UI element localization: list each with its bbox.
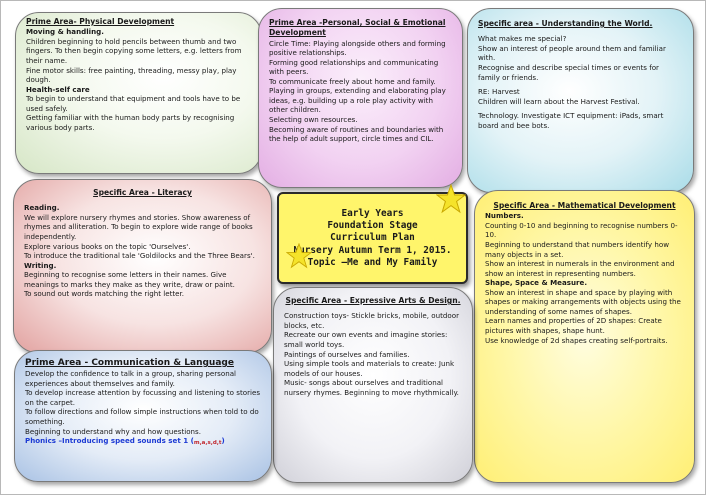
understanding-world-box — [467, 8, 694, 193]
title-early-years: Early Years — [341, 208, 404, 219]
pse-title: Prime Area -Personal, Social & Emotional Development — [269, 18, 446, 38]
literacy-title: Specific Area - Literacy — [93, 188, 192, 197]
star-icon — [286, 243, 312, 269]
math-line: Show an interest in numerals in the environment and show an interest in representing numbers. — [485, 259, 675, 278]
world-tech-text: Technology. Investigate ICT equipment: iPads, smart board and bee bots. — [478, 111, 664, 130]
expressive-line: Construction toys- Stickle bricks, mobile, outdoor blocks, etc. — [284, 311, 459, 330]
literacy-line: To introduce the traditional tale 'Goldilocks and the Three Bears'. — [24, 251, 255, 261]
pse-line: To communicate freely about home and family. — [269, 76, 436, 86]
title-curriculum-plan: Curriculum Plan — [330, 232, 415, 244]
world-line: Recognise and describe special times or events for family or friends. — [478, 62, 659, 82]
phonics-text: Phonics –Introducing speed sounds set 1 ( — [25, 436, 194, 446]
world-line: Show an interest of people around them and familiar with. — [478, 43, 666, 63]
literacy-line: To sound out words matching the right letter. — [24, 289, 185, 299]
pse-line: Becoming aware of routines and boundaries with the help of adult support, circle times and CIL. — [269, 124, 444, 144]
title-foundation-stage: Foundation Stage — [327, 220, 418, 232]
phonics-close: ) — [221, 436, 225, 446]
star-icon-shape — [437, 185, 465, 212]
world-re-label: RE: Harvest — [478, 87, 520, 97]
pse-line: Playing in groups, extending and elaborating play ideas, e.g. building up a role play activity with other children. — [269, 86, 446, 115]
physical-line: Fine motor skills: free painting, threading, messy play, play dough. — [26, 65, 237, 85]
title-topic: Topic –Me and My Family — [307, 256, 438, 268]
physical-development-box — [15, 12, 262, 174]
literacy-reading-label: Reading. — [24, 203, 60, 213]
communication-line: Develop the confidence to talk in a group, sharing personal experiences about themselves and family. — [25, 369, 237, 388]
physical-line: To begin to understand that equipment and tools have to be used safely. — [26, 94, 241, 113]
communication-title: Prime Area - Communication & Language — [25, 358, 234, 368]
literacy-line: Explore various books on the topic 'Ourselves'. — [24, 241, 191, 251]
star-icon — [436, 184, 466, 214]
physical-subheading-health: Health-self care — [26, 84, 90, 94]
star-icon-shape — [287, 244, 311, 267]
literacy-box — [13, 179, 272, 353]
pse-line: Circle Time: Playing alongside others and forming positive relationships. — [269, 38, 446, 58]
expressive-line: Using simple tools and materials to create: Junk models of our houses. — [284, 359, 455, 378]
communication-line: Beginning to understand why and how questions. — [25, 426, 201, 436]
world-title: Specific area - Understanding the World. — [478, 19, 653, 28]
physical-subheading: Moving & handling. — [26, 27, 104, 37]
physical-title: Prime Area- Physical Development — [26, 17, 175, 26]
math-shape-label: Shape, Space & Measure. — [485, 278, 588, 288]
world-line: What makes me special? — [478, 34, 567, 44]
math-line: Learn names and properties of 2D shapes: Create pictures with shapes, shape hunt. — [485, 316, 662, 335]
communication-line: To develop increase attention by focussing and listening to stories on the carpet. — [25, 388, 261, 407]
communication-line: To follow directions and follow simple instructions when told to do something. — [25, 407, 259, 426]
pse-line: Selecting own resources. — [269, 115, 358, 124]
literacy-line: We will explore nursery rhymes and stories. Show awareness of rhymes and alliteration. To begin to explore wide range of books independently. — [24, 212, 253, 241]
communication-language-box — [14, 350, 272, 482]
title-term: Nursery Autumn Term 1, 2015. — [293, 244, 452, 256]
math-line: Counting 0-10 and beginning to recognise numbers 0-10. — [485, 220, 678, 240]
literacy-writing-label: Writing. — [24, 260, 57, 270]
mathematical-development-box — [474, 190, 695, 483]
phonics-sounds: m,a,s,d,t — [193, 440, 222, 447]
expressive-line: Music- songs about ourselves and traditional nursery rhymes. Beginning to move rhythmically. — [284, 378, 459, 397]
physical-line: Getting familiar with the human body parts by recognising various body parts. — [26, 113, 235, 132]
expressive-line: Recreate our own events and imagine stories: small world toys. — [284, 330, 448, 349]
pse-development-box — [258, 8, 463, 188]
math-line: Use knowledge of 2d shapes creating self-portraits. — [485, 335, 668, 345]
expressive-arts-box — [273, 287, 473, 483]
math-title: Specific Area - Mathematical Development — [493, 201, 676, 210]
expressive-line: Paintings of ourselves and families. — [284, 349, 410, 359]
math-line: Beginning to understand that numbers identify how many objects in a set. — [485, 239, 669, 259]
phonics-line — [25, 436, 261, 447]
world-re-text: Children will learn about the Harvest Festival. — [478, 96, 640, 106]
math-numbers-label: Numbers. — [485, 211, 524, 221]
physical-line: Children beginning to hold pencils between thumb and two fingers. To then begin copying some letters, e.g. letters from their name. — [26, 36, 242, 65]
expressive-title: Specific Area - Expressive Arts & Design. — [285, 296, 461, 305]
pse-line: Forming good relationships and communicating with peers. — [269, 57, 439, 77]
literacy-line: Beginning to recognise some letters in their names. Give meanings to marks they make as they write, draw or paint. — [24, 270, 235, 289]
math-line: Show an interest in shape and space by playing with shapes or making arrangements with objects using the understanding of some names of shapes. — [485, 287, 681, 316]
